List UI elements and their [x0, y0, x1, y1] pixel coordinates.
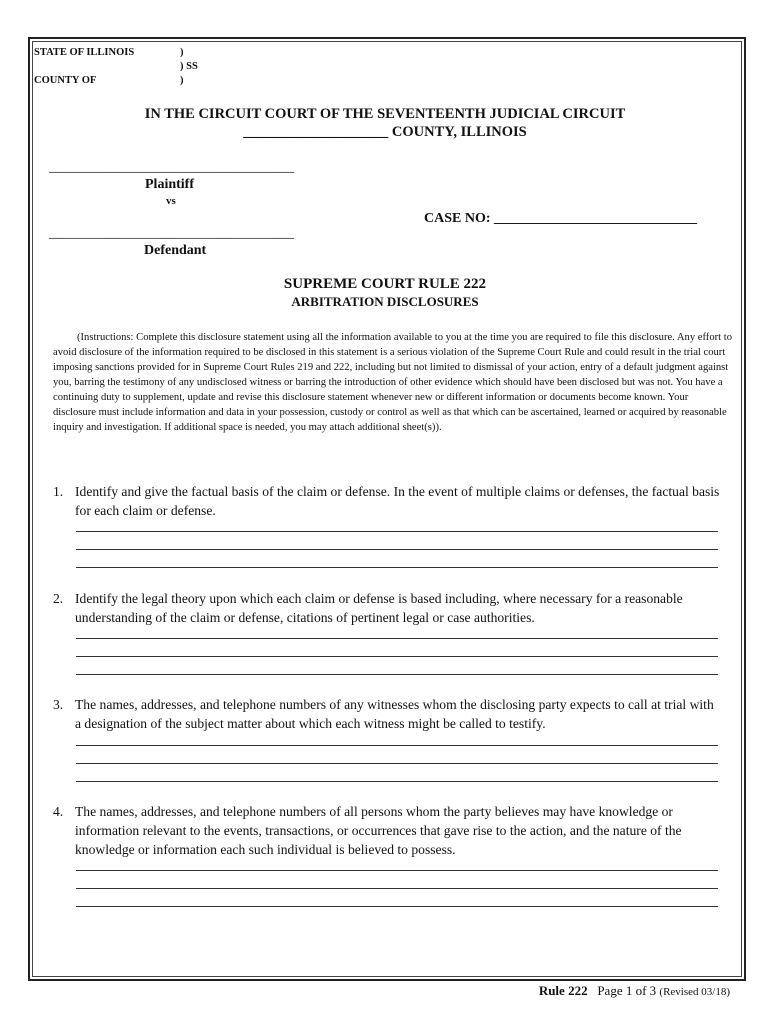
caption-paren-2: ) [180, 75, 184, 86]
defendant-name-field[interactable]: ___________________________________ [49, 226, 294, 241]
question-number: 3. [53, 697, 64, 712]
question-text: The names, addresses, and telephone numbers of any witnesses whom the disclosing party expects to call at trial with a designation of the subject matter about which each witness might be called to testify. [75, 697, 714, 731]
answer-line[interactable] [76, 656, 718, 657]
question-number: 2. [53, 591, 64, 606]
question-1 [53, 482, 723, 520]
defendant-label: Defendant [144, 243, 207, 258]
answer-line[interactable] [76, 763, 718, 764]
plaintiff-label: Plaintiff [145, 177, 194, 192]
state-label: STATE OF ILLINOIS [34, 47, 135, 58]
vs-label: vs [166, 195, 176, 207]
question-4 [53, 802, 723, 859]
answer-line[interactable] [76, 870, 718, 871]
answer-line[interactable] [76, 674, 718, 675]
footer-rule: Rule 222 [538, 983, 588, 998]
answer-line[interactable] [76, 531, 718, 532]
question-text: The names, addresses, and telephone numbers of all persons whom the party believes may have knowledge or information relevant to the events, transactions, or occurrences that gave rise to the action, and the nature of the knowledge or information each such individual is believed to possess. [75, 804, 682, 857]
rule-subtitle: ARBITRATION DISCLOSURES [291, 294, 479, 309]
question-number: 1. [53, 484, 64, 499]
answer-line[interactable] [76, 638, 718, 639]
answer-line[interactable] [76, 549, 718, 550]
rule-title: SUPREME COURT RULE 222 [283, 276, 487, 292]
caption-ss: ) SS [180, 61, 198, 72]
footer-revised: (Revised 03/18) [659, 986, 730, 998]
county-line: ____________________ COUNTY, ILLINOIS [243, 124, 527, 140]
footer-page: Page 1 of 3 [597, 983, 657, 998]
question-number: 4. [53, 804, 64, 819]
instructions-text: (Instructions: Complete this disclosure statement using all the information available to you at the time you are required to file this disclosure. Any effort to avoid disclosure of the information required to be disclosed in this statement is a serious violation of the Supreme Court Rule and could result in the trial court imposing sanctions provided for in Supreme Court Rules 219 and 222, including but not limited to dismissal of your action, entry of a default judgment against you, barring the testimony of any undisclosed witness or barring the introduction of other evidence which should have been disclosed but was not. You have a continuing duty to supplement, update and revise this disclosure statement whenever new or different information or documents become known. Your disclosure must include information and data in your possession, custody or control as well as that which can be ascertained, learned or acquired by reasonable inquiry and investigation. If additional space is needed, you may attach additional sheet(s)). [53, 332, 732, 433]
answer-line[interactable] [76, 906, 718, 907]
county-label: COUNTY OF [34, 75, 97, 86]
answer-line[interactable] [76, 888, 718, 889]
answer-line[interactable] [76, 745, 718, 746]
court-title: IN THE CIRCUIT COURT OF THE SEVENTEENTH JUDICIAL CIRCUIT [144, 106, 626, 122]
plaintiff-name-field[interactable]: ___________________________________ [49, 160, 294, 175]
answer-line[interactable] [76, 567, 718, 568]
instructions-paragraph [53, 330, 733, 435]
page-footer [539, 983, 730, 999]
caption-paren-1: ) [180, 47, 184, 58]
question-2 [53, 589, 723, 627]
question-text: Identify and give the factual basis of the claim or defense. In the event of multiple claims or defenses, the factual basis for each claim or defense. [75, 484, 720, 518]
answer-line[interactable] [76, 781, 718, 782]
question-3 [53, 695, 723, 733]
case-number-field[interactable]: CASE NO: _____________________________ [424, 211, 698, 226]
question-text: Identify the legal theory upon which each claim or defense is based including, where necessary for a reasonable understanding of the claim or defense, citations of pertinent legal or case authorities. [75, 591, 683, 625]
